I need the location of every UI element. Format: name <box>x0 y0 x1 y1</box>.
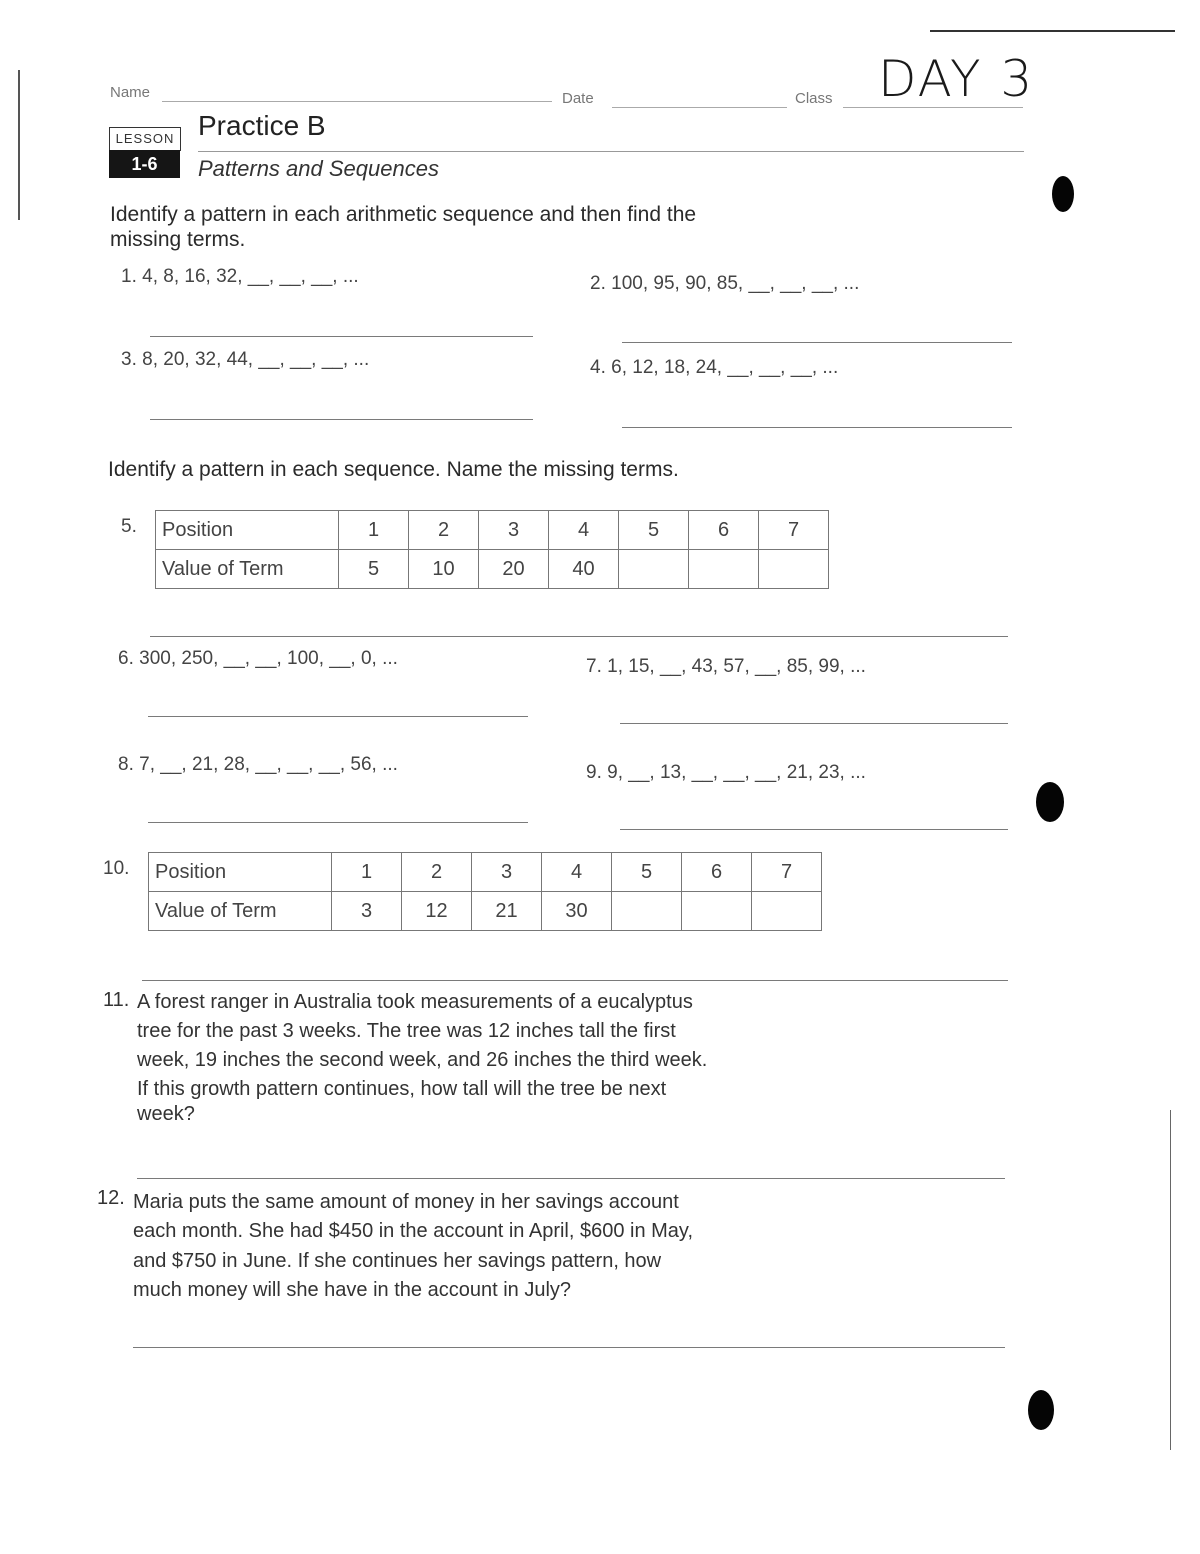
value-header: Value of Term <box>149 892 332 931</box>
binder-hole <box>1028 1390 1054 1430</box>
table-cell: 4 <box>549 511 619 550</box>
page-subtitle: Patterns and Sequences <box>198 156 439 181</box>
answer-cell[interactable] <box>759 550 829 589</box>
table-cell: 1 <box>339 511 409 550</box>
section2-instruction: Identify a pattern in each sequence. Name the missing terms. <box>108 458 679 481</box>
problem-12-number: 12. <box>97 1187 125 1209</box>
table-cell: 4 <box>542 853 612 892</box>
scan-edge-line <box>18 70 20 220</box>
answer-line-12[interactable] <box>133 1347 1005 1348</box>
answer-cell[interactable] <box>689 550 759 589</box>
table-row <box>149 892 822 931</box>
binder-hole <box>1052 176 1074 212</box>
handwritten-day: DAY 3 <box>878 50 1035 108</box>
answer-line-5[interactable] <box>150 636 1008 637</box>
table-cell: 2 <box>402 853 472 892</box>
problem-6: 6. 300, 250, __, __, 100, __, 0, ... <box>118 648 398 669</box>
answer-line-10[interactable] <box>142 980 1008 981</box>
table-cell: 5 <box>612 853 682 892</box>
table-row <box>156 511 829 550</box>
answer-line-3[interactable] <box>150 419 533 420</box>
class-label: Class <box>795 90 833 107</box>
problem-11-line: week, 19 inches the second week, and 26 inches the third week. <box>137 1049 708 1071</box>
table-cell: 3 <box>472 853 542 892</box>
problem-11-line: A forest ranger in Australia took measurements of a eucalyptus <box>137 991 693 1013</box>
section1-instruction-cont: missing terms. <box>110 228 246 251</box>
answer-line-2[interactable] <box>622 342 1012 343</box>
problem-9: 9. 9, __, 13, __, __, __, 21, 23, ... <box>586 762 866 783</box>
table-cell: 7 <box>752 853 822 892</box>
answer-cell[interactable] <box>612 892 682 931</box>
table-cell: 1 <box>332 853 402 892</box>
table-cell: 5 <box>339 550 409 589</box>
problem-2: 2. 100, 95, 90, 85, __, __, __, ... <box>590 273 860 294</box>
lesson-number: 1-6 <box>109 150 180 178</box>
table-cell: 2 <box>409 511 479 550</box>
name-label: Name <box>110 84 151 101</box>
answer-line-6[interactable] <box>148 716 528 717</box>
problem-7: 7. 1, 15, __, 43, 57, __, 85, 99, ... <box>586 656 866 677</box>
table-row <box>156 550 829 589</box>
section1-instruction: Identify a pattern in each arithmetic sequence and then find the <box>110 203 697 226</box>
problem-12-line: and $750 in June. If she continues her savings pattern, how <box>133 1250 662 1272</box>
table-cell: 6 <box>682 853 752 892</box>
page-title: Practice B <box>198 110 326 141</box>
name-line[interactable] <box>162 101 552 102</box>
lesson-label: LESSON <box>109 127 181 151</box>
position-header: Position <box>149 853 332 892</box>
table-cell: 3 <box>332 892 402 931</box>
problem-1: 1. 4, 8, 16, 32, __, __, __, ... <box>121 266 359 287</box>
answer-line-9[interactable] <box>620 829 1008 830</box>
scan-edge-line <box>930 30 1175 32</box>
sequence-table-10 <box>148 852 822 931</box>
sequence-table-5 <box>155 510 829 589</box>
problem-5-number: 5. <box>121 516 137 537</box>
problem-11-line: week? <box>137 1103 195 1125</box>
answer-line-8[interactable] <box>148 822 528 823</box>
problem-11-number: 11. <box>103 989 130 1011</box>
table-cell: 3 <box>479 511 549 550</box>
answer-line-7[interactable] <box>620 723 1008 724</box>
answer-line-4[interactable] <box>622 427 1012 428</box>
answer-line-1[interactable] <box>150 336 533 337</box>
table-cell: 5 <box>619 511 689 550</box>
answer-cell[interactable] <box>682 892 752 931</box>
table-cell: 10 <box>409 550 479 589</box>
table-cell: 30 <box>542 892 612 931</box>
table-cell: 40 <box>549 550 619 589</box>
date-label: Date <box>562 90 594 107</box>
date-line[interactable] <box>612 107 787 108</box>
value-header: Value of Term <box>156 550 339 589</box>
table-cell: 21 <box>472 892 542 931</box>
table-cell: 7 <box>759 511 829 550</box>
answer-line-11[interactable] <box>137 1178 1005 1179</box>
problem-12-line: each month. She had $450 in the account in April, $600 in May, <box>133 1220 693 1242</box>
problem-8: 8. 7, __, 21, 28, __, __, __, 56, ... <box>118 754 398 775</box>
scan-edge-line <box>1170 1110 1171 1450</box>
table-row <box>149 853 822 892</box>
problem-3: 3. 8, 20, 32, 44, __, __, __, ... <box>121 349 370 370</box>
problem-11-line: tree for the past 3 weeks. The tree was 12 inches tall the first <box>137 1020 676 1042</box>
answer-cell[interactable] <box>752 892 822 931</box>
problem-12-line: Maria puts the same amount of money in her savings account <box>133 1191 679 1213</box>
table-cell: 6 <box>689 511 759 550</box>
problem-4: 4. 6, 12, 18, 24, __, __, __, ... <box>590 357 839 378</box>
problem-10-number: 10. <box>103 858 130 879</box>
problem-12-line: much money will she have in the account in July? <box>133 1279 572 1301</box>
table-cell: 20 <box>479 550 549 589</box>
table-cell: 12 <box>402 892 472 931</box>
binder-hole <box>1036 782 1064 822</box>
problem-11-line: If this growth pattern continues, how tall will the tree be next <box>137 1078 667 1100</box>
position-header: Position <box>156 511 339 550</box>
title-rule <box>198 151 1024 152</box>
answer-cell[interactable] <box>619 550 689 589</box>
